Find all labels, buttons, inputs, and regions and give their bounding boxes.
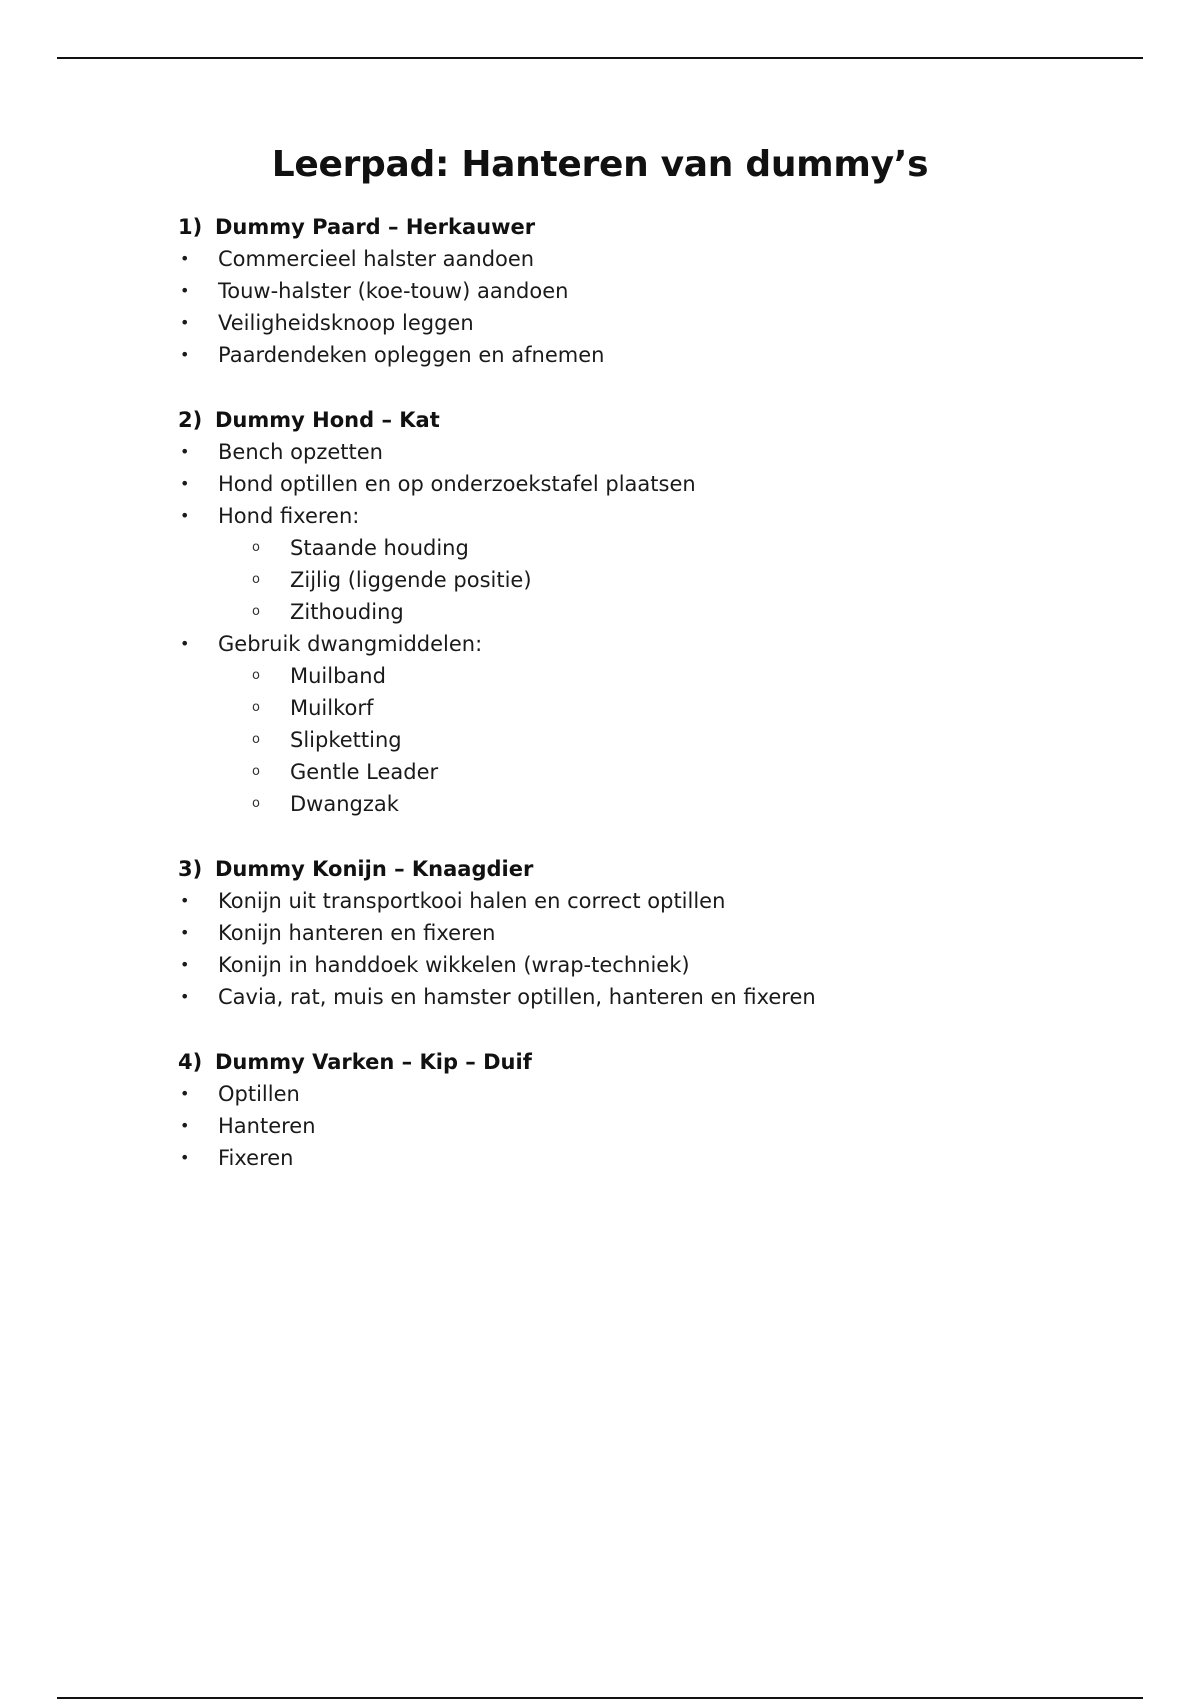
bullet-icon: • [180, 249, 190, 268]
list-item-text: Konijn uit transportkooi halen en correct optillen [218, 889, 726, 913]
list-item-text: Konijn hanteren en fixeren [218, 921, 496, 945]
section-number: 1) [178, 215, 203, 239]
sub-list-item [178, 564, 1078, 596]
section-2 [178, 404, 1078, 820]
list-item [178, 339, 1078, 371]
sub-list-item [178, 724, 1078, 756]
bullet-icon: • [180, 1116, 190, 1135]
list-item [178, 949, 1078, 981]
list-item-text: Hond fixeren: [218, 504, 360, 528]
page-title: Leerpad: Hanteren van dummy’s [271, 144, 929, 185]
sub-list-item-text: Zijlig (liggende positie) [290, 568, 532, 592]
list-item-text: Hanteren [218, 1114, 316, 1138]
sub-list-item [178, 756, 1078, 788]
list-item [178, 468, 1078, 500]
bullet-icon: • [180, 923, 190, 942]
list-item [178, 1110, 1078, 1142]
section-heading [178, 853, 1078, 885]
section-title: Dummy Hond – Kat [215, 408, 440, 432]
sub-list-item [178, 532, 1078, 564]
section-title: Dummy Konijn – Knaagdier [215, 857, 534, 881]
list-item [178, 1142, 1078, 1174]
list-item [178, 981, 1078, 1013]
list-item [178, 436, 1078, 468]
section-3 [178, 853, 1078, 1013]
circle-bullet-icon: o [252, 668, 260, 683]
list-item-text: Gebruik dwangmiddelen: [218, 632, 483, 656]
list-item-text: Fixeren [218, 1146, 294, 1170]
section-4 [178, 1046, 1078, 1174]
list-item-text: Touw-halster (koe-touw) aandoen [218, 279, 569, 303]
bullet-icon: • [180, 442, 190, 461]
sub-list-item-text: Staande houding [290, 536, 469, 560]
section-title: Dummy Varken – Kip – Duif [215, 1050, 532, 1074]
section-heading [178, 211, 1078, 243]
section-heading [178, 404, 1078, 436]
list-item-text: Cavia, rat, muis en hamster optillen, hanteren en fixeren [218, 985, 816, 1009]
bullet-icon: • [180, 345, 190, 364]
list-item [178, 1078, 1078, 1110]
circle-bullet-icon: o [252, 540, 260, 555]
circle-bullet-icon: o [252, 700, 260, 715]
circle-bullet-icon: o [252, 796, 260, 811]
circle-bullet-icon: o [252, 604, 260, 619]
list-item [178, 243, 1078, 275]
section-title: Dummy Paard – Herkauwer [215, 215, 536, 239]
list-item [178, 628, 1078, 660]
section-number: 2) [178, 408, 203, 432]
sub-list-item [178, 692, 1078, 724]
section-1 [178, 211, 1078, 371]
list-item-text: Veiligheidsknoop leggen [218, 311, 474, 335]
header-rule [57, 57, 1143, 59]
list-item [178, 500, 1078, 532]
sub-list-item-text: Muilkorf [290, 696, 374, 720]
sub-list-item [178, 596, 1078, 628]
bullet-icon: • [180, 1148, 190, 1167]
bullet-icon: • [180, 281, 190, 300]
sub-list-item-text: Gentle Leader [290, 760, 439, 784]
bullet-icon: • [180, 1084, 190, 1103]
list-item-text: Commercieel halster aandoen [218, 247, 535, 271]
sub-list-item [178, 660, 1078, 692]
list-item-text: Bench opzetten [218, 440, 383, 464]
bullet-icon: • [180, 891, 190, 910]
list-item-text: Optillen [218, 1082, 300, 1106]
bullet-icon: • [180, 634, 190, 653]
bullet-icon: • [180, 987, 190, 1006]
sub-list-item [178, 788, 1078, 820]
document-body [178, 211, 1078, 1174]
list-item-text: Konijn in handdoek wikkelen (wrap-techniek) [218, 953, 690, 977]
list-item [178, 307, 1078, 339]
list-item [178, 275, 1078, 307]
section-heading [178, 1046, 1078, 1078]
section-number: 3) [178, 857, 203, 881]
section-number: 4) [178, 1050, 203, 1074]
bullet-icon: • [180, 955, 190, 974]
bullet-icon: • [180, 313, 190, 332]
list-item [178, 885, 1078, 917]
sub-list-item-text: Muilband [290, 664, 386, 688]
footer-rule [57, 1697, 1143, 1699]
circle-bullet-icon: o [252, 764, 260, 779]
circle-bullet-icon: o [252, 732, 260, 747]
bullet-icon: • [180, 506, 190, 525]
circle-bullet-icon: o [252, 572, 260, 587]
sub-list-item-text: Slipketting [290, 728, 402, 752]
list-item-text: Paardendeken opleggen en afnemen [218, 343, 605, 367]
sub-list-item-text: Dwangzak [290, 792, 399, 816]
list-item [178, 917, 1078, 949]
list-item-text: Hond optillen en op onderzoekstafel plaatsen [218, 472, 696, 496]
sub-list-item-text: Zithouding [290, 600, 404, 624]
bullet-icon: • [180, 474, 190, 493]
